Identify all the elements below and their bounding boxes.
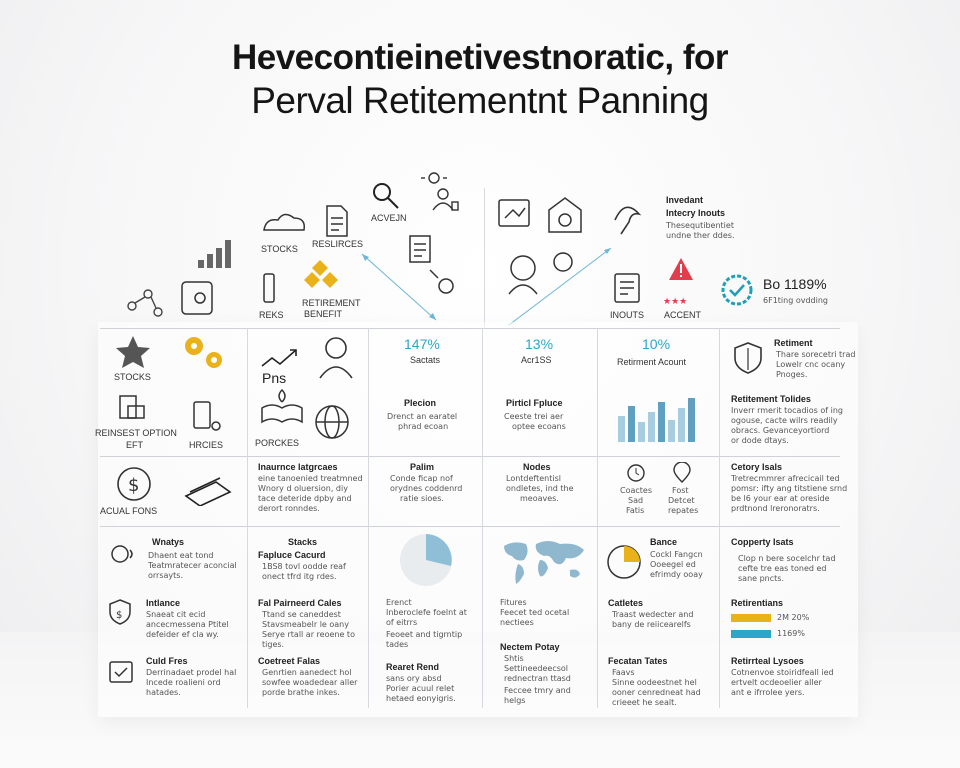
ca-text-1: Traast wedecter and <box>612 610 694 619</box>
c2-percentage: 13% <box>525 336 554 352</box>
big-percentage: Bo 1189% <box>763 276 827 292</box>
c4-text-4: Inverr rmerit tocadios of ing <box>731 406 843 415</box>
r2c1-text-2: orydnes coddenrd <box>390 484 463 493</box>
np-text-1: Shtis <box>504 654 524 663</box>
chart-frame-icon <box>499 200 529 226</box>
fp-text-4: tiges. <box>262 640 285 649</box>
f-text-1: Fitures <box>500 598 527 607</box>
insight-text-2: undne ther ddes. <box>666 231 735 240</box>
label-hrcies: HRCIES <box>189 440 224 450</box>
top-divider <box>484 188 485 328</box>
cash-stack-icon <box>186 478 230 506</box>
r2c3-text-6: repates <box>668 506 699 515</box>
cp-heading: Copperty Isats <box>731 537 794 547</box>
bar-growth-icon <box>198 240 231 268</box>
ft-text-3: ooner cenredneat had <box>612 688 701 697</box>
r2c3-text-2: Sad <box>628 496 644 505</box>
r2c2-text-3: meoaves. <box>520 494 559 503</box>
mini-bar <box>688 398 695 442</box>
mini-bar <box>638 422 645 442</box>
r2c0-text-4: derort ronndes. <box>258 504 320 513</box>
ca-heading: Catletes <box>608 598 644 608</box>
ft-text-1: Faavs <box>612 668 635 677</box>
c4-heading-2: Retitement Tolides <box>731 394 811 404</box>
map-pin-icon <box>674 462 690 482</box>
insight-title: Invedant <box>666 195 704 205</box>
e-text-4: Feoeet and tigrntip <box>386 630 463 639</box>
calendar-check-icon <box>110 662 132 682</box>
r2c1-heading: Palim <box>410 462 435 472</box>
r2c3-text-1: Coactes <box>620 486 653 495</box>
rf-text-3: hetaed eonyigris. <box>386 694 456 703</box>
r2c1-text-3: ratie sioes. <box>400 494 444 503</box>
ft-text-4: crieeet he sealt. <box>612 698 677 707</box>
c4-text-7: or dode dtays. <box>731 436 789 445</box>
w-text-1: Dhaent eat tond <box>148 551 214 560</box>
f-text-2: Feecet ted ocetal <box>500 608 570 617</box>
r2c0-heading: Inaurnce latgrcaes <box>258 462 338 472</box>
c2-heading: Pirticl Fpluce <box>506 398 563 408</box>
cf-text-1: Genrtien aanedect hol <box>262 668 352 677</box>
gold-bars-icon <box>304 260 338 288</box>
page-title-line2: Perval Retitementnt Panning <box>251 80 709 121</box>
house-safe-icon <box>549 198 581 232</box>
cp-text-1: Clop n bere socelchr tad <box>738 554 836 563</box>
fp-heading: Fal Pairneerd Cales <box>258 598 342 608</box>
pie-chart-graphic <box>398 532 454 588</box>
alert-triangle-icon <box>669 258 693 280</box>
dollar-coin-icon <box>118 468 150 500</box>
avatar-face-icon <box>509 256 537 294</box>
rt-bar-1 <box>731 614 771 622</box>
b-text-3: efrimdy ooay <box>650 570 703 579</box>
mini-bar <box>628 406 635 442</box>
rt-bar-2 <box>731 630 771 638</box>
r2c4-text-1: Tretrecmmrer afrecicail ted <box>731 474 840 483</box>
np-heading: Nectem Potay <box>500 642 560 652</box>
s-text-1: 1BS8 tovl oodde reaf <box>262 562 346 571</box>
label-inouts: INOUTS <box>610 310 645 320</box>
label-active: ACVEJN <box>371 213 407 223</box>
e-text-5: tades <box>386 640 409 649</box>
rt-heading: Retirentians <box>731 598 784 608</box>
s-text-2: onect tfrd itg rdes. <box>262 572 337 581</box>
row2-icons <box>116 466 236 506</box>
r2c0-text-3: tace deteride dpby and <box>258 494 352 503</box>
c4-text-5: ogouse, cacte wilrs readily <box>731 416 838 425</box>
donut-chart-graphic <box>604 542 644 582</box>
r2c4-text-3: be l6 your ear at oreside <box>731 494 830 503</box>
sun-lightbulb-icon <box>421 168 447 183</box>
c1-text-1: Drenct an earatel <box>387 412 458 421</box>
grid-line-top <box>100 328 840 329</box>
r2c2-heading: Nodes <box>523 462 551 472</box>
rt-value-2: 1169% <box>777 629 805 638</box>
row3-icons <box>104 538 142 698</box>
hand-pointer-icon <box>615 207 639 234</box>
label-resources: RESLIRCES <box>312 239 364 249</box>
mini-bar <box>648 412 655 442</box>
insight-text-1: Thesequtibentiet <box>666 221 734 230</box>
mini-bar <box>658 402 665 442</box>
r2c1-text-1: Conde ficap nof <box>390 474 453 483</box>
c4-text-6: obracs. Gevanceyortiord <box>731 426 830 435</box>
r2c0-text-1: eine tanoenied treatmned <box>258 474 363 483</box>
r2c3-text-4: Fost <box>672 486 689 495</box>
c1-heading: Plecion <box>404 398 437 408</box>
grid-col-2 <box>368 328 369 708</box>
c2-text-2: optee ecoans <box>512 422 566 431</box>
insight-subtitle: Intecry Inouts <box>666 208 726 218</box>
globe-icon <box>316 406 348 438</box>
c2-text-1: Ceeste trei aer <box>504 412 564 421</box>
r2c4-text-4: prdtnond lreronoratrs. <box>731 504 820 513</box>
r2c3-text-5: Detcet <box>668 496 695 505</box>
star-icon <box>116 336 150 368</box>
trend-arrow-icon <box>262 350 296 366</box>
cf-text-3: porde brathe inkes. <box>262 688 340 697</box>
grid-col-3 <box>482 328 483 708</box>
rl-text-1: Cotnenvoe stoiridfeall ied <box>731 668 834 677</box>
grid-col-4 <box>597 328 598 708</box>
np-text-4: Feccee tmry and <box>504 686 571 695</box>
c3-label: Retirment Acount <box>617 357 687 367</box>
w-text-3: orrsayts. <box>148 571 183 580</box>
s-heading: Stacks <box>288 537 318 547</box>
i-text-3: defeider ef cla wy. <box>146 630 219 639</box>
c4-heading: Retiment <box>774 338 813 348</box>
np-text-5: helgs <box>504 696 526 705</box>
network-nodes-icon <box>128 290 162 316</box>
np-text-2: Settineedeecsol <box>504 664 569 673</box>
s-subheading: Fapluce Cacurd <box>258 550 326 560</box>
book-flame-icon <box>262 390 302 422</box>
b-text-2: Ooeegel ed <box>650 560 696 569</box>
label-porckes: PORCKES <box>255 438 300 448</box>
people-group-icon <box>433 189 458 210</box>
wallet-icon <box>182 282 212 314</box>
page-title-line1: Hevecontieinetivestnoratic, for <box>231 38 729 77</box>
location-pin-icon <box>554 253 572 271</box>
top-left-icon-cluster <box>120 168 480 328</box>
label-pns: Pns <box>262 370 287 386</box>
magnifier-icon <box>374 184 398 208</box>
ft-heading: Fecatan Tates <box>608 656 668 666</box>
label-reks: REKS <box>259 310 284 320</box>
rl-text-2: ertvelt ocdeoelier aller <box>731 678 822 687</box>
r2c3-icons <box>622 462 698 484</box>
c4-text-2: Lowelr cnc ocany <box>776 360 846 369</box>
cloud-icon <box>264 214 304 230</box>
grid-col-5 <box>719 328 720 708</box>
cp-text-2: cefte tre eas toned ed <box>738 564 827 573</box>
c1-percentage: 147% <box>404 336 440 352</box>
mini-bar <box>618 416 625 442</box>
clock-icon <box>628 465 644 481</box>
i-text-2: ancecmessena Ptitel <box>146 620 229 629</box>
r2c4-heading: Cetory Isals <box>731 462 783 472</box>
i-text-1: Snaeat cit ecid <box>146 610 206 619</box>
w-text-2: Teatmratecer aconcial <box>148 561 237 570</box>
w-heading: Wnatys <box>152 537 185 547</box>
c-text-1: Derrinadaet prodel hal <box>146 668 237 677</box>
label-eft: EFT <box>126 440 143 450</box>
document-icon <box>327 206 347 236</box>
r2c2-text-1: Lontdeftentisl <box>506 474 561 483</box>
label-row1-stocks: STOCKS <box>114 372 151 382</box>
label-retirement: RETIREMENT <box>302 298 361 308</box>
i-heading: Intlance <box>146 598 181 608</box>
r2c4-text-2: pomsr: ifty ang titstiene srnd <box>731 484 848 493</box>
shield-dollar-icon <box>110 600 130 624</box>
rt-value-1: 2M 20% <box>777 613 810 622</box>
c1-text-2: phrad ecoan <box>398 422 449 431</box>
c2-label: Acr1SS <box>521 355 552 365</box>
contract-doc-icon <box>615 274 639 302</box>
rf-text-2: Porier acuul relet <box>386 684 455 693</box>
c4-text-1: Thare sorecetri trad <box>776 350 856 359</box>
c-heading: Culd Fres <box>146 656 188 666</box>
phone-icon <box>264 274 274 302</box>
cf-text-2: sowfee woadedear aller <box>262 678 358 687</box>
cp-text-3: sane pncts. <box>738 574 784 583</box>
r2c2-text-2: ondletes, ind the <box>506 484 574 493</box>
svg-text:$: $ <box>116 610 123 621</box>
svg-text:★★★: ★★★ <box>663 297 688 307</box>
guitar-tool-icon <box>430 270 453 293</box>
label-accent: ACCENT <box>664 310 702 320</box>
mini-bar <box>668 420 675 442</box>
c-text-3: hatades. <box>146 688 181 697</box>
check-badge-icon <box>723 276 751 304</box>
c3-percentage: 10% <box>642 336 671 352</box>
rl-text-3: ant e ifrrolee yers. <box>731 688 805 697</box>
fp-text-3: Serye rtall ar reoene to <box>262 630 355 639</box>
rf-heading: Rearet Rend <box>386 662 440 672</box>
cf-heading: Coetreet Falas <box>258 656 321 666</box>
f-text-3: nectiees <box>500 618 534 627</box>
speaker-icon <box>112 546 132 562</box>
e-text-1: Erenct <box>386 598 412 607</box>
form-doc-icon <box>410 236 430 262</box>
world-map-graphic <box>500 536 586 586</box>
shield-icon <box>730 340 766 376</box>
mini-bar <box>678 408 685 442</box>
r2c3-text-3: Fatis <box>626 506 645 515</box>
b-heading: Bance <box>650 537 678 547</box>
c-text-2: Incede roalieni ord <box>146 678 221 687</box>
gear-icon <box>185 337 222 368</box>
label-acual: ACUAL FONS <box>100 506 158 516</box>
np-text-3: rednectran ttasd <box>504 674 571 683</box>
label-benefit: BENEFIT <box>304 309 343 319</box>
grid-line-row2 <box>100 526 840 527</box>
rl-heading: Retirrteal Lysoes <box>731 656 804 666</box>
big-percentage-text: 6F1ting ovdding <box>763 296 828 305</box>
fp-text-2: Stavsmeabelr le oany <box>262 620 349 629</box>
ca-text-2: bany de reiicearelfs <box>612 620 691 629</box>
e-text-2: Inberoclefe foelnt at <box>386 608 467 617</box>
rf-text-1: sans ory absd <box>386 674 442 683</box>
r2c0-text-2: Wnory d oluersion, diy <box>258 484 348 493</box>
person-bust-icon <box>320 338 352 378</box>
c4-text-3: Pnoges. <box>776 370 808 379</box>
label-stocks-top: STOCKS <box>261 244 298 254</box>
fp-text-1: Ttand se caneddest <box>262 610 341 619</box>
ft-text-2: Sinne oodeestnet hel <box>612 678 697 687</box>
label-option: REINSEST OPTION <box>95 428 177 438</box>
c3-bar-chart <box>614 392 700 448</box>
e-text-3: of eitrrs <box>386 618 418 627</box>
stars-rating-icon <box>663 297 687 307</box>
svg-text:$: $ <box>128 475 140 496</box>
c1-label: Sactats <box>410 355 441 365</box>
printer-icon <box>120 396 144 418</box>
b-text-1: Cockl Fangcn <box>650 550 703 559</box>
grid-line-row1 <box>100 456 840 457</box>
tablet-icon <box>194 402 220 430</box>
